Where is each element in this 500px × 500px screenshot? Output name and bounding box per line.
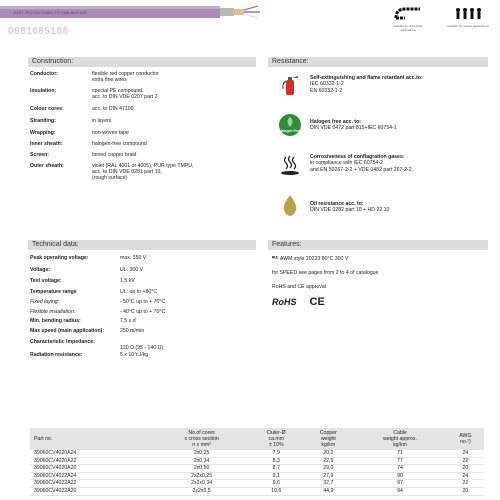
technical-key: Max speed (main application): bbox=[30, 328, 105, 334]
technical-key: Peak operating voltage: bbox=[30, 255, 89, 261]
drag-chain-caption: Suitable for drag chain applications bbox=[392, 24, 424, 32]
resistance-halogen-title: Halogen free acc. to: bbox=[310, 119, 362, 125]
table-cell: 71 bbox=[353, 450, 447, 457]
feature-awm bbox=[272, 256, 348, 262]
table-cell: 20,2 bbox=[303, 450, 353, 457]
technical-key: Temperature range bbox=[30, 289, 77, 295]
construction-value-line: halogen-free compound bbox=[92, 141, 147, 147]
resistance-corrosive-line: in compliance with IEC 60754-2 bbox=[310, 160, 383, 167]
construction-value-line: special PE compound, bbox=[92, 88, 144, 94]
table-cell: 39060CV4022A22 bbox=[30, 480, 154, 488]
resistance-corrosive bbox=[278, 152, 488, 180]
table-cell: 2x0,50 bbox=[154, 465, 249, 473]
construction-key: Stranding: bbox=[30, 118, 56, 124]
table-header-line: Part no. bbox=[34, 436, 53, 442]
construction-value bbox=[92, 141, 272, 147]
technical-key: Flexible installation: bbox=[30, 309, 76, 315]
resistance-oil-line: DIN VDE 0282 part 10 + HD 22.10 bbox=[310, 207, 390, 214]
construction-value bbox=[92, 163, 272, 182]
construction-value bbox=[92, 130, 272, 136]
construction-value-line: (rough surface) bbox=[92, 175, 128, 182]
construction-value-line: acc. to DIN VDE 0207 part 2 bbox=[92, 94, 158, 101]
table-cell: 94 bbox=[353, 487, 447, 495]
feature-rohs-ce: RoHS and CE approval bbox=[272, 284, 326, 290]
table-cell: 39060CV4020A20 bbox=[30, 465, 154, 473]
table-cell: 24 bbox=[447, 472, 484, 480]
table-row bbox=[30, 472, 484, 480]
resistance-corrosive-line: and EN 50267-2-2 + VDE 0482 part 267-2-2. bbox=[310, 166, 414, 173]
table-header-line: x cross section bbox=[184, 436, 219, 442]
ce-logo: CE bbox=[309, 296, 325, 308]
table-header-line: Outer-Ø bbox=[266, 430, 286, 436]
table-header-line: kg/km bbox=[321, 442, 336, 448]
table-cell: 22,9 bbox=[303, 457, 353, 465]
table-cell: 2x2x0,34 bbox=[154, 480, 249, 488]
table-header-cell bbox=[30, 428, 154, 450]
technical-key: Test voltage: bbox=[30, 278, 62, 284]
table-row bbox=[30, 450, 484, 457]
table-header-line: kg/km bbox=[393, 442, 407, 448]
resistance-corrosive-title: Corrosiveness of conflagration gases: bbox=[310, 154, 405, 160]
technical-value: 1,5 kV bbox=[120, 278, 135, 284]
table-header-line: no.¹) bbox=[460, 439, 471, 445]
table-header-cell bbox=[303, 428, 353, 450]
oil-drop-icon bbox=[278, 193, 302, 217]
table-cell: 32,7 bbox=[303, 480, 353, 488]
table-header-line: Copper bbox=[319, 430, 337, 436]
table-cell: 97 bbox=[353, 480, 447, 488]
table-cell: 7,9 bbox=[249, 450, 303, 457]
technical-value: 7,5 x d bbox=[120, 318, 136, 324]
construction-value-line: flexible red copper conductor bbox=[92, 71, 159, 77]
feature-speed: for SPEED see pages from 2 to 4 of catalogue bbox=[272, 270, 379, 276]
cable-print: ELETTROTEK KABELT'S CAN-BUS IDS bbox=[14, 10, 87, 15]
halogen-free-icon bbox=[278, 113, 302, 137]
rohs-logo: RoHS bbox=[272, 297, 297, 307]
construction-value-line: in layers bbox=[92, 118, 112, 124]
table-header-line: ± 10% bbox=[268, 442, 284, 448]
resistance-oil-title: Oil resistance acc. to: bbox=[310, 201, 364, 207]
technical-key: Fixed laying: bbox=[30, 299, 60, 305]
construction-value bbox=[92, 152, 272, 158]
construction-key: Insulation: bbox=[30, 88, 57, 94]
table-cell: 10,6 bbox=[249, 487, 303, 495]
technical-header: Technical data: bbox=[28, 240, 256, 250]
phone-number: 0981685188 bbox=[8, 26, 69, 37]
construction-key: Inner sheath: bbox=[30, 141, 63, 147]
construction-value-line: extra fine wires bbox=[92, 77, 127, 84]
construction-key: Screen: bbox=[30, 152, 50, 158]
table-cell: 77 bbox=[353, 457, 447, 465]
table-header-line: n x mm² bbox=[192, 442, 211, 448]
table-cell: 39060CV4022A24 bbox=[30, 472, 154, 480]
ul-icon: ᴿᵁᴸ bbox=[272, 256, 279, 262]
technical-value: 5 x 10⁷cJ/kg bbox=[120, 352, 149, 358]
construction-key: Colour cores: bbox=[30, 106, 64, 112]
resistance-halogen bbox=[278, 113, 488, 141]
certification-logos bbox=[272, 296, 325, 308]
table-cell: 22 bbox=[447, 480, 484, 488]
resistance-flame-line: IEC 60332-1-2 bbox=[310, 81, 344, 88]
table-cell: 29,0 bbox=[303, 465, 353, 473]
table-cell: 8,7 bbox=[249, 465, 303, 473]
table-row bbox=[30, 480, 484, 488]
table-cell: 44,9 bbox=[303, 487, 353, 495]
construction-value-line: non-woven tape bbox=[92, 130, 129, 136]
construction-value-line: acc. to DIN 47100 bbox=[92, 106, 134, 112]
table-cell: 20 bbox=[447, 465, 484, 473]
robot-caption: Suitable for robotic applications bbox=[447, 24, 489, 28]
table-header-cell bbox=[154, 428, 249, 450]
construction-value-line: acc. to DIN VDE 0281 part 10, bbox=[92, 169, 162, 176]
construction-value bbox=[92, 71, 272, 83]
feature-awm-text: AWM style 20233 80°C 300 V bbox=[279, 256, 349, 262]
construction-key: Conductor: bbox=[30, 71, 58, 77]
features-header: Features: bbox=[268, 240, 488, 250]
table-cell: 9,6 bbox=[249, 480, 303, 488]
table-cell: 9,1 bbox=[249, 472, 303, 480]
corrosive-gas-icon bbox=[278, 152, 302, 176]
drag-chain-icon bbox=[393, 6, 423, 22]
technical-value: max. 350 V bbox=[120, 255, 147, 261]
construction-value bbox=[92, 118, 272, 124]
table-header-row bbox=[30, 428, 484, 450]
technical-key: Min. bending radius: bbox=[30, 318, 81, 324]
table-header-cell bbox=[353, 428, 447, 450]
resistance-flame bbox=[278, 73, 488, 101]
cable-image bbox=[0, 0, 262, 24]
resistance-halogen-line: DIN VDE 0472 part 815+IEC 60754-1 bbox=[310, 125, 397, 132]
resistance-oil bbox=[278, 193, 488, 221]
table-row bbox=[30, 465, 484, 473]
table-cell: 39060CV4020A22 bbox=[30, 457, 154, 465]
technical-value: - 40°C up to + 70°C bbox=[120, 309, 166, 315]
construction-header: Construction: bbox=[28, 57, 256, 67]
robot-icon bbox=[453, 6, 483, 22]
table-cell: 2x2x0,5 bbox=[154, 487, 249, 495]
table-header-cell bbox=[249, 428, 303, 450]
halogen-free-label: Halogen Free bbox=[279, 129, 301, 133]
table-header-line: weight bbox=[320, 436, 336, 442]
table-header-line: Cable bbox=[393, 430, 407, 436]
construction-value-line: tinned copper braid bbox=[92, 152, 137, 158]
resistance-flame-title: Self-extinguishing and flame retardant acc.to: bbox=[310, 75, 423, 81]
technical-value: UL: up to +80°C bbox=[120, 289, 158, 295]
table-header-line: AWG bbox=[459, 433, 472, 439]
drag-chain-badge bbox=[386, 6, 430, 32]
table-cell: 27,9 bbox=[303, 472, 353, 480]
table-header-line: No.of cores bbox=[188, 430, 215, 436]
table-cell: 39060CV4020A24 bbox=[30, 450, 154, 457]
technical-key: Radiation resistance: bbox=[30, 352, 83, 358]
construction-key: Wrapping: bbox=[30, 130, 56, 136]
table-cell: 2x0,34 bbox=[154, 457, 249, 465]
table-header-line: ca.mm bbox=[268, 436, 285, 442]
resistance-flame-line: EN 60332-1-2 bbox=[310, 87, 343, 94]
table-row bbox=[30, 457, 484, 465]
table-cell: 2x2x0,25 bbox=[154, 472, 249, 480]
construction-key: Outer sheath: bbox=[30, 163, 64, 169]
table-cell: 20 bbox=[447, 487, 484, 495]
fire-extinguisher-icon bbox=[278, 73, 302, 97]
robot-badge bbox=[446, 6, 490, 32]
table-header-line: weight approx. bbox=[383, 436, 417, 442]
table-cell: 90 bbox=[353, 472, 447, 480]
product-table bbox=[30, 428, 484, 496]
table-header-cell bbox=[447, 428, 484, 450]
technical-value: UL: 300 V bbox=[120, 267, 144, 273]
table-cell: 39060CV4022A20 bbox=[30, 487, 154, 495]
technical-key: Characteristic impedance: bbox=[30, 339, 95, 345]
resistance-header: Resistance: bbox=[268, 57, 488, 67]
construction-value bbox=[92, 106, 272, 112]
table-cell: 22 bbox=[447, 457, 484, 465]
table-cell: 2x0,25 bbox=[154, 450, 249, 457]
construction-value bbox=[92, 88, 272, 100]
construction-value-line: violet (RAL 4001 or 4005), PUR type TMPU, bbox=[92, 163, 194, 169]
table-cell: 8,3 bbox=[249, 457, 303, 465]
table-row bbox=[30, 487, 484, 495]
technical-value: - 50°C up to + 70°C bbox=[120, 299, 166, 305]
table-cell: 74 bbox=[353, 465, 447, 473]
technical-value: 250 m/min bbox=[120, 328, 145, 334]
technical-key: Voltage: bbox=[30, 267, 51, 273]
table-cell: 24 bbox=[447, 450, 484, 457]
technical-value: 120 Ω (95 - 140 Ω) bbox=[120, 345, 164, 351]
